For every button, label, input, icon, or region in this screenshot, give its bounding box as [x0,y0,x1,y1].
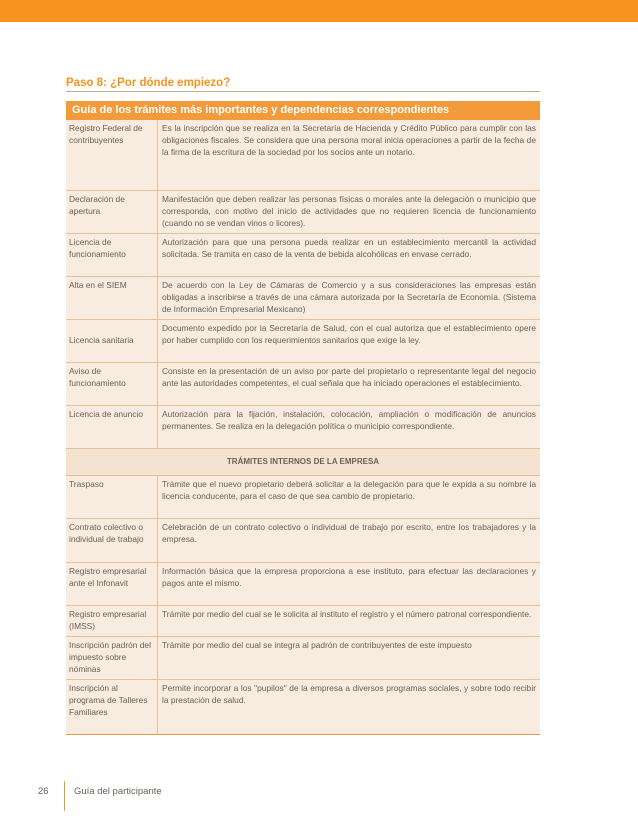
table-row [66,606,540,637]
table-row [66,191,540,234]
procedure-description: Trámite por medio del cual se le solicita al instituto el registro y el número patronal correspondiente. [162,609,532,619]
procedure-description: Documento expedido por la Secretaría de Salud, con el cual autoriza que el establecimiento opere por haber cumplido con los requerimientos sanitarios que exige la ley. [162,323,536,346]
procedure-name: Declaración de apertura [66,191,158,233]
procedures-table [66,101,540,735]
procedure-description: Autorización para la fijación, instalación, colocación, ampliación o modificación de anuncios permanentes. Se realiza en la delegación política o municipio correspondiente. [162,409,536,432]
top-accent-bar [0,0,638,22]
table-row [66,406,540,449]
procedure-description: Manifestación que deben realizar las personas físicas o morales ante la delegación o municipio que corresponda, con motivo del inicio de actividades que no requieren licencia de funcionamiento (cuando no se vendan vinos o licores). [162,194,536,229]
table-row [66,680,540,735]
procedure-name: Contrato colectivo o individual de trabajo [66,519,158,562]
table-row [66,363,540,406]
procedure-name: Inscripción padrón del impuesto sobre nóminas [66,637,158,679]
table-row [66,637,540,680]
table-row [66,120,540,191]
procedure-description: Trámite por medio del cual se integra al padrón de contribuyentes de este impuesto [162,640,472,650]
table-row [66,519,540,563]
procedure-name: Inscripción al programa de Talleres Familiares [66,680,158,734]
table-row [66,563,540,606]
procedure-name: Registro empresarial (IMSS) [66,606,158,636]
footer-text: Guía del participante [74,786,162,797]
procedure-description: Información básica que la empresa proporciona a ese instituto, para efectuar las declaraciones y pagos ante el mismo. [162,566,536,589]
procedure-name: Registro empresarial ante el Infonavit [66,563,158,605]
procedure-name: Licencia sanitaria [66,320,158,362]
table-row [66,277,540,320]
page-number: 26 [38,786,49,797]
footer-divider [64,781,65,811]
procedure-description: Consiste en la presentación de un aviso por parte del propietario o representante legal del negocio ante las autoridades competentes, el cual señala que ha iniciado operaciones el establecimiento. [162,366,536,389]
procedure-name: Aviso de funcionamiento [66,363,158,405]
procedure-description: Celebración de un contrato colectivo o individual de trabajo por escrito, entre los trabajadores y la empresa. [162,522,536,545]
procedure-name: Licencia de funcionamiento [66,234,158,276]
table-heading: Guía de los trámites más importantes y dependencias correspondientes [66,101,540,120]
procedure-name: Licencia de anuncio [66,406,158,448]
internal-section-title: TRÁMITES INTERNOS DE LA EMPRESA [66,449,540,476]
procedure-description: De acuerdo con la Ley de Cámaras de Comercio y a sus consideraciones las empresas están obligadas a inscribirse a través de una cámara autorizada por la Secretaría de Economía. (Sistema de Información Empresarial Mexicano) [162,280,536,315]
procedure-name: Registro Federal de contribuyentes [66,120,158,190]
procedure-description: Permite incorporar a los "pupilos" de la empresa a diversos programas sociales, y sobre todo recibir la prestación de salud. [162,683,536,706]
table-row [66,320,540,363]
procedure-name: Traspaso [66,476,158,518]
procedure-description: Es la inscripción que se realiza en la Secretaría de Hacienda y Crédito Público para cumplir con las obligaciones fiscales. Se considera que una persona moral inicia operaciones a partir de la fecha de la firma de la escritura de la sociedad por los socios ante un notario. [162,123,536,158]
procedure-description: Autorización para que una persona pueda realizar en un establecimiento mercantil la actividad solicitada. Se tramita en caso de la venta de bebida alcohólicas en envase cerrado. [162,237,536,260]
procedure-name: Alta en el SIEM [66,277,158,319]
table-row [66,476,540,519]
procedure-description: Trámite que el nuevo propietario deberá solicitar a la delegación para que le expida a su nombre la licencia conducente, para el caso de que sea cambio de propietario. [162,479,536,502]
step-title: Paso 8: ¿Por dónde empiezo? [66,76,540,92]
table-row [66,234,540,277]
